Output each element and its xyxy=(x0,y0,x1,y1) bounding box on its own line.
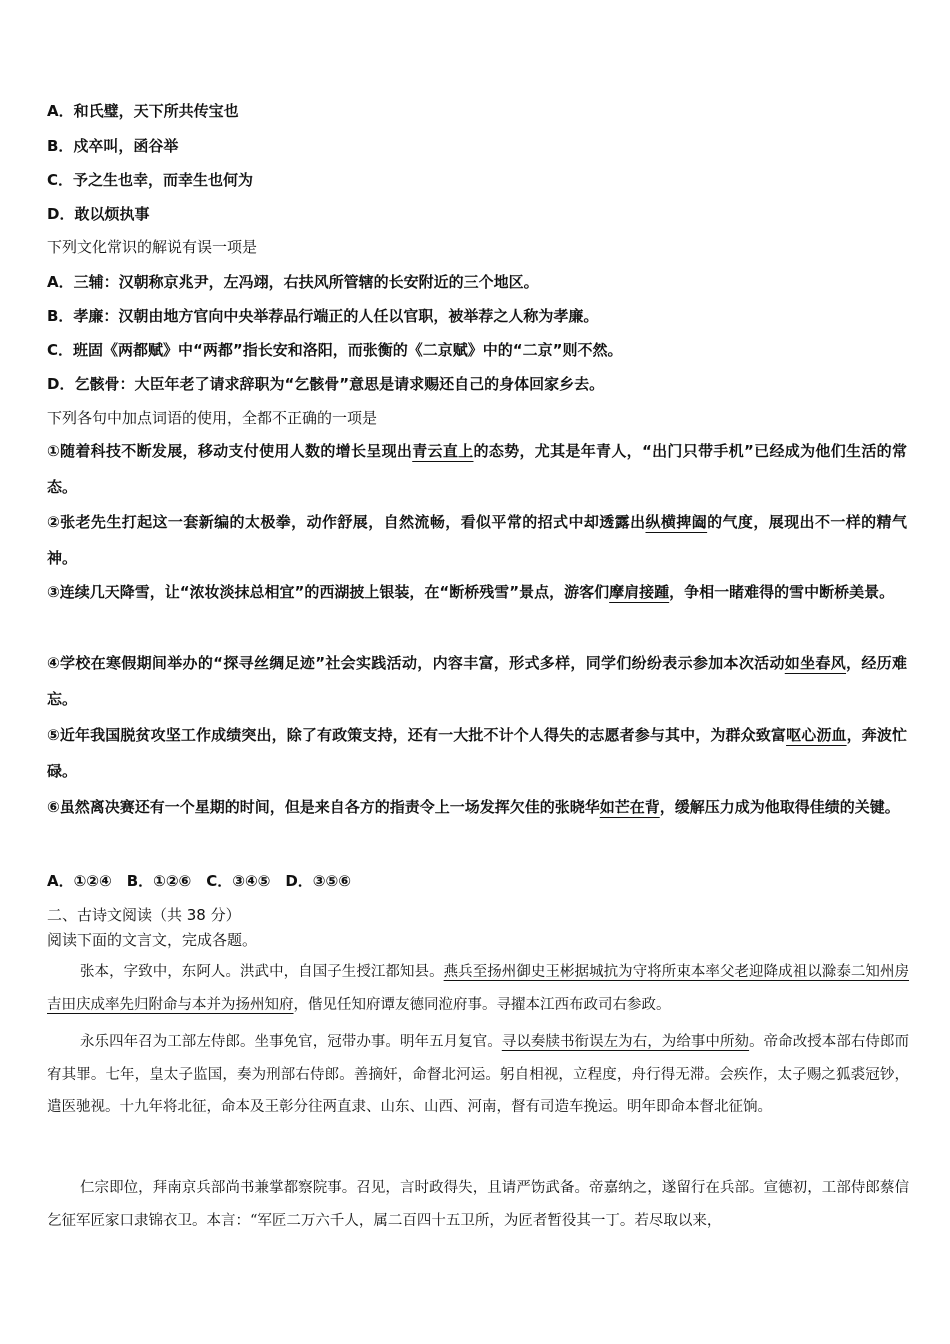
classical-text-paragraph-3: 仁宗即位，拜南京兵部尚书兼掌都察院事。召见，言时政得失，且请严饬武备。帝嘉纳之，遂留行在兵部。宣德初，工部侍郎蔡信乞征军匠家口隶锦衣卫。本言：“军匠二万六千人，属二百四十五卫所，为匠者暂役其一丁。若尽取以来， xyxy=(47,1180,909,1229)
idiom-item-6 xyxy=(47,789,907,825)
underlined-sentence: 寻以奏牍书衔误左为右，为给事中所劾 xyxy=(501,1034,750,1050)
idiom-item-text: ③连续几天降雪，让“浓妆淡抹总相宜”的西湖披上银装，在“断桥残雪”景点，游客们 xyxy=(47,583,610,601)
idiom-item-text: ，奔波忙碌。 xyxy=(47,726,907,780)
idiom-term: 如坐春风 xyxy=(784,654,847,672)
idiom-item-1 xyxy=(47,433,907,505)
idiom-item-text: ，经历难忘。 xyxy=(47,654,907,708)
prev-option-b: B．戍卒叫，函谷举 xyxy=(47,137,179,155)
idiom-item-text: ①随着科技不断发展，移动支付使用人数的增长呈现出 xyxy=(47,442,413,460)
idiom-term: 纵横捭阖 xyxy=(645,513,708,531)
underlined-sentence: 燕兵至扬州御史王彬据城抗为守将所束本率父老迎降成祖以滁泰二知州房吉田庆成率先归附命与本并为扬州知府 xyxy=(47,964,910,1013)
idiom-item-text: 的气度，展现出不一样的精气神。 xyxy=(47,513,907,567)
paragraph-text: 永乐四年召为工部左侍郎。坐事免官，冠带办事。明年五月复官。 xyxy=(80,1034,502,1050)
prev-option-a: A．和氏璧，天下所共传宝也 xyxy=(47,102,239,120)
section-heading: 二、古诗文阅读（共 38 分） xyxy=(47,906,241,924)
idiom-item-text: ，争相一睹难得的雪中断桥美景。 xyxy=(669,583,895,601)
culture-option-d: D．乞骸骨：大臣年老了请求辞职为“乞骸骨”意思是请求赐还自己的身体回家乡去。 xyxy=(47,375,605,393)
prev-option-c: C．予之生也幸，而幸生也何为 xyxy=(47,171,254,189)
classical-text-paragraph-2 xyxy=(47,1026,909,1124)
culture-question-stem: 下列文化常识的解说有误一项是 xyxy=(47,238,258,256)
idiom-item-3 xyxy=(47,574,907,610)
idiom-item-2 xyxy=(47,504,907,576)
paragraph-text: 张本，字致中，东阿人。洪武中，自国子生授江都知县。 xyxy=(80,964,444,980)
idiom-item-text: ⑤近年我国脱贫攻坚工作成绩突出，除了有政策支持，还有一大批不计个人得失的志愿者参与其中，为群众致富 xyxy=(47,726,787,744)
idiom-term: 如芒在背 xyxy=(599,798,660,816)
idiom-answer-choices: A．①②④ B．①②⑥ C．③④⑤ D．③⑤⑥ xyxy=(47,872,351,890)
culture-option-b: B．孝廉：汉朝由地方官向中央举荐品行端正的人任以官职，被举荐之人称为孝廉。 xyxy=(47,307,599,325)
idiom-item-text: 的态势，尤其是年青人，“出门只带手机”已经成为他们生活的常态。 xyxy=(47,442,907,496)
idiom-item-4 xyxy=(47,645,907,717)
idiom-question-stem: 下列各句中加点词语的使用，全都不正确的一项是 xyxy=(47,409,378,427)
culture-option-c: C．班固《两都赋》中“两都”指长安和洛阳，而张衡的《二京赋》中的“二京”则不然。 xyxy=(47,341,623,359)
idiom-item-text: ④学校在寒假期间举办的“探寻丝绸足迹”社会实践活动，内容丰富，形式多样，同学们纷纷表示参加本次活动 xyxy=(47,654,785,672)
culture-option-a: A．三辅：汉朝称京兆尹，左冯翊，右扶风所管辖的长安附近的三个地区。 xyxy=(47,273,539,291)
idiom-term: 摩肩接踵 xyxy=(609,583,670,601)
idiom-item-text: ⑥虽然离决赛还有一个星期的时间，但是来自各方的指责令上一场发挥欠佳的张晓华 xyxy=(47,798,600,816)
idiom-item-5 xyxy=(47,717,907,789)
prev-option-d: D．敢以烦执事 xyxy=(47,205,150,223)
idiom-term: 呕心沥血 xyxy=(786,726,847,744)
paragraph-text: 。帝命改授本部右侍郎而宥其罪。七年，皇太子监国，奏为刑部右侍郎。善摘奸，命督北河运。躬自相视，立程度，舟行得无滞。会疾作，太子赐之狐裘冠钞，遣医驰视。十九年将北征，命本及王彰分往两直隶、山东、山西、河南，督有司造车挽运。明年即命本督北征饷。 xyxy=(47,1034,910,1115)
idiom-item-text: ②张老先生打起这一套新编的太极拳，动作舒展，自然流畅，看似平常的招式中却透露出 xyxy=(47,513,646,531)
idiom-term: 青云直上 xyxy=(412,442,474,460)
reading-instruction: 阅读下面的文言文，完成各题。 xyxy=(47,931,258,949)
idiom-item-text: ，缓解压力成为他取得佳绩的关键。 xyxy=(659,798,900,816)
paragraph-text: ，偕见任知府谭友德同涖府事。寻擢本江西布政司右参政。 xyxy=(293,996,671,1013)
classical-text-paragraph-1 xyxy=(47,956,909,1021)
